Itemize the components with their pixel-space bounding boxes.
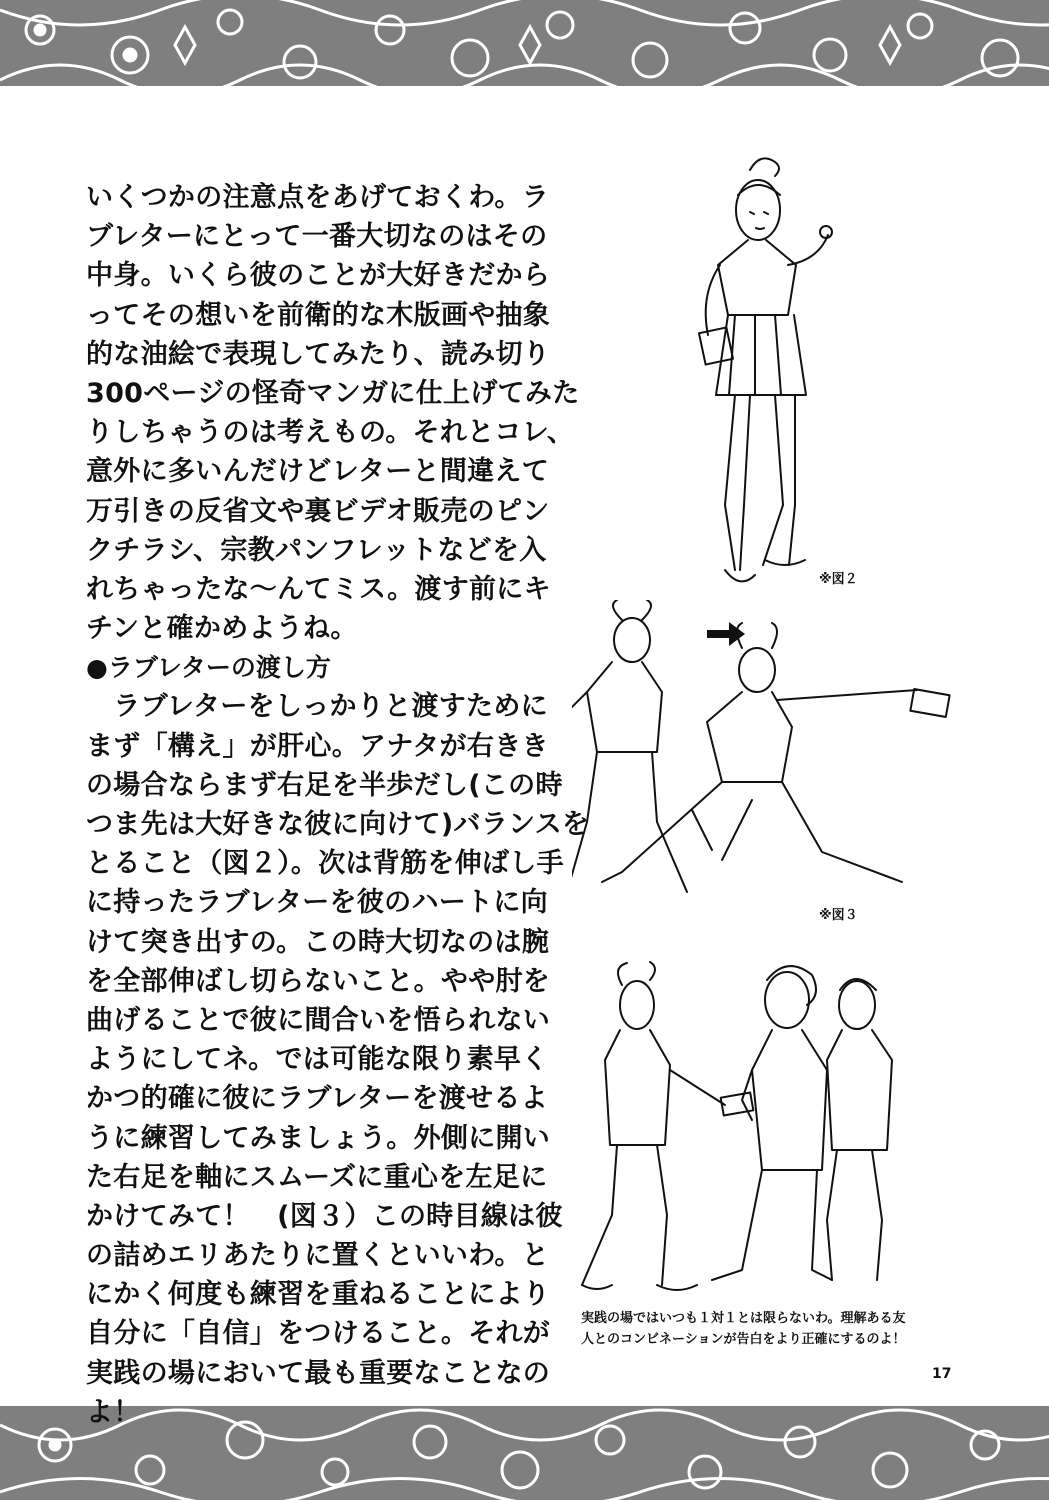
body-line: かつ的確に彼にラブレターを渡せるよ	[86, 1083, 548, 1115]
body-line: 曲げることで彼に間合いを悟られない	[86, 1004, 551, 1036]
body-line: 実践の場において最も重要なことなの	[86, 1357, 551, 1389]
body-line: に持ったラブレターを彼のハートに向	[86, 887, 548, 919]
body-line: けて突き出すの。この時大切なのは腕	[86, 926, 550, 958]
body-line: 的な油絵で表現してみたり、読み切り	[86, 338, 551, 370]
body-line: の詰めエリあたりに置くといいわ。と	[86, 1240, 550, 1272]
figure-2-label: ※図２	[819, 572, 858, 587]
body-line: いくつかの注意点をあげておくわ。ラ	[86, 182, 550, 213]
body-line: クチラシ、宗教パンフレットなどを入	[86, 534, 547, 566]
caption-line: 人とのコンビネーションが告白をより正確にするのよ！	[581, 1332, 906, 1347]
body-line: つま先は大好きな彼に向けて)バランスを	[86, 809, 590, 840]
body-line: まず「構え」が肝心。アナタが右きき	[86, 730, 549, 762]
body-line: よ！	[86, 1396, 141, 1428]
figure-3-label: ※図３	[819, 908, 858, 923]
body-line: 意外に多いんだけどレターと間違えて	[86, 456, 550, 488]
page-number: 17	[932, 1366, 952, 1382]
body-line: 300ページの怪奇マンガに仕上げてみた	[86, 377, 580, 409]
body-line: りしちゃうのは考えもの。それとコレ、	[86, 417, 575, 449]
body-line: 自分に「自信」をつけること。それが	[86, 1318, 551, 1350]
body-line: とること（図２）。次は背筋を伸ばし手	[86, 848, 564, 880]
figure-2-illustration	[680, 140, 860, 600]
figure-3-illustration	[572, 600, 992, 910]
body-line: の場合ならまず右足を半歩だし(この時	[86, 769, 563, 801]
body-line: にかく何度も練習を重ねることにより	[86, 1279, 551, 1311]
figure-caption	[581, 1308, 961, 1350]
section-heading: ●ラブレターの渡し方	[86, 653, 331, 683]
body-line: うに練習してみましょう。外側に開い	[86, 1122, 551, 1154]
article-text	[86, 178, 590, 1432]
practice-scene-illustration	[572, 960, 902, 1300]
body-line: れちゃったな〜んてミス。渡す前にキ	[86, 573, 551, 605]
body-line: 中身。いくら彼のことが大好きだから	[86, 260, 551, 292]
body-line: た右足を軸にスムーズに重心を左足に	[86, 1161, 548, 1193]
body-line: ラブレターをしっかりと渡すために	[86, 691, 548, 723]
body-line: かけてみて！ (図３）この時目線は彼	[86, 1200, 563, 1232]
body-line: ってその想いを前衛的な木版画や抽象	[86, 299, 551, 331]
body-line: 万引きの反省文や裏ビデオ販売のピン	[86, 495, 550, 527]
top-lace-border	[0, 0, 1049, 92]
body-line: ブレターにとって一番大切なのはその	[86, 221, 548, 253]
caption-line: 実践の場ではいつも１対１とは限らないわ。理解ある友	[581, 1311, 906, 1326]
body-line: を全部伸ばし切らないこと。やや肘を	[86, 965, 551, 997]
body-line: ようにしてネ。では可能な限り素早く	[86, 1044, 549, 1076]
lace-pattern	[0, 0, 1049, 92]
body-line: チンと確かめようね。	[86, 613, 358, 645]
